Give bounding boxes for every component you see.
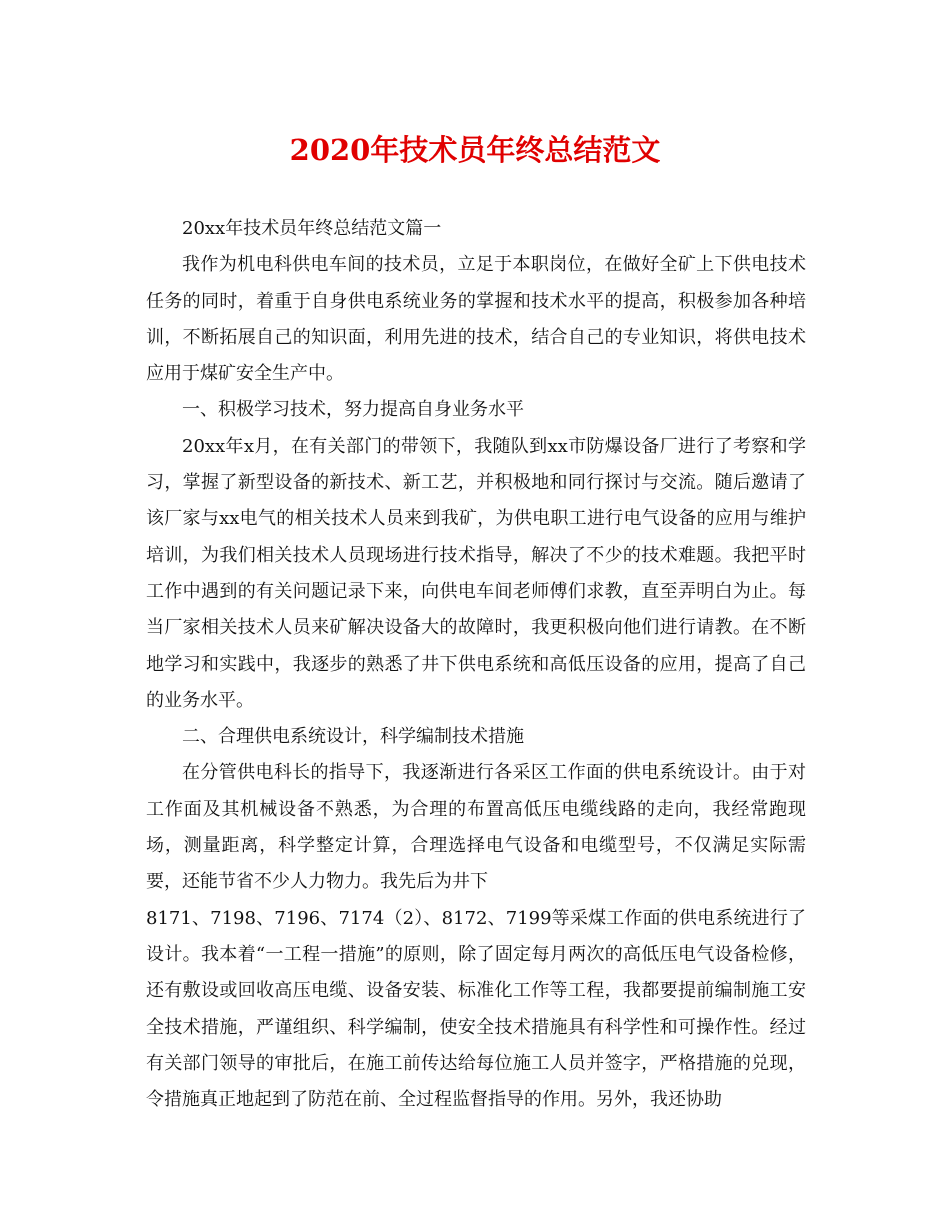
paragraph-section-2: 在分管供电科长的指导下，我逐渐进行各采区工作面的供电系统设计。由于对工作面及其机械设备不熟悉，为合理的布置高低压电缆线路的走向，我经常跑现场，测量距离，科学整定计算，合理选择电气设备和电缆型号，不仅满足实际需要，还能节省不少人力物力。我先后为井下 bbox=[146, 762, 806, 893]
document-title: 2020年技术员年终总结范文 bbox=[289, 133, 661, 167]
paragraph-section-1: 20xx年x月，在有关部门的带领下，我随队到xx市防爆设备厂进行了考察和学习，掌握了新型设备的新技术、新工艺，并积极地和同行探讨与交流。随后邀请了该厂家与xx电气的相关技术人员来到我矿，为供电职工进行电气设备的应用与维护培训，为我们相关技术人员现场进行技术指导，解决了不少的技术难题。我把平时工作中遇到的有关问题记录下来，向供电车间老师傅们求教，直至弄明白为止。每当厂家相关技术人员来矿解决设备大的故障时，我更积极向他们进行请教。在不断地学习和实践中，我逐步的熟悉了井下供电系统和高低压设备的应用，提高了自己的业务水平。 bbox=[146, 435, 806, 711]
paragraph-section-2-continued: 8171、7198、7196、7174（2）、8172、7199等采煤工作面的供电系统进行了设计。我本着“一工程一措施”的原则，除了固定每月两次的高低压电气设备检修，还有敷设或回收高压电缆、设备安装、标准化工作等工程，我都要提前编制施工安全技术措施，严谨组织、科学编制，使安全技术措施具有科学性和可操作性。经过有关部门领导的审批后，在施工前传达给每位施工人员并签字，严格措施的兑现，令措施真正地起到了防范在前、全过程监督指导的作用。另外，我还协助 bbox=[146, 907, 806, 1111]
paragraph-intro: 我作为机电科供电车间的技术员，立足于本职岗位，在做好全矿上下供电技术任务的同时，着重于自身供电系统业务的掌握和技术水平的提高，积极参加各种培训，不断拓展自己的知识面，利用先进的技术，结合自己的专业知识，将供电技术应用于煤矿安全生产中。 bbox=[146, 254, 806, 385]
section-heading-2: 二、合理供电系统设计，科学编制技术措施 bbox=[182, 726, 524, 748]
paragraph-subtitle: 20xx年技术员年终总结范文篇一 bbox=[182, 218, 442, 239]
document-body bbox=[146, 211, 806, 1118]
section-heading-1: 一、积极学习技术，努力提高自身业务水平 bbox=[182, 399, 524, 421]
